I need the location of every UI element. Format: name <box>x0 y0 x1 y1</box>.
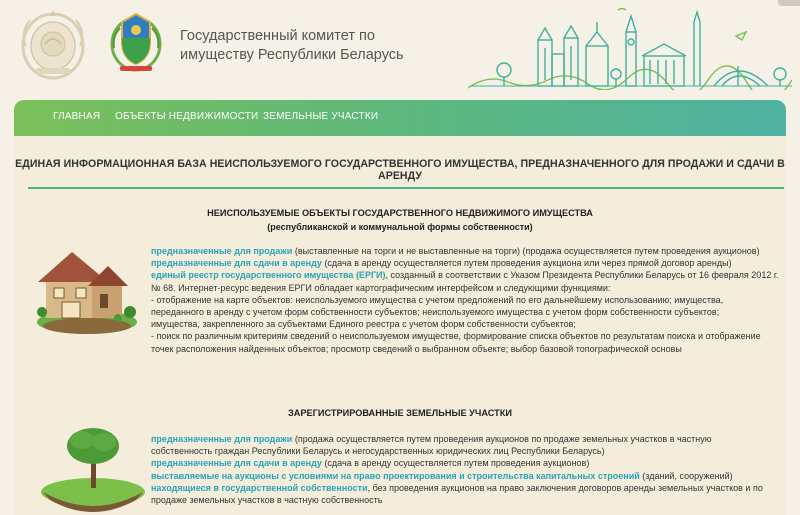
realty-section-subtitle: (республиканской и коммунальной формы собственности) <box>267 222 533 232</box>
ergi-text: , созданный в соответствии с Указом Президента Республики Беларусь от 16 февраля 2012 г. <box>385 270 779 281</box>
tree-illustration <box>38 420 148 514</box>
nav-item-realty[interactable]: ОБЪЕКТЫ НЕДВИЖИМОСТИ <box>115 111 259 122</box>
function-map-line-1: - отображение на карте объектов: неиспользуемого имущества с учетом предложений по его дальнейшему использованию; имущества, <box>151 294 724 305</box>
ergi-registry-link[interactable]: единый реестр государственного имущества (ЕРГИ) <box>151 270 386 281</box>
realty-description <box>151 245 783 355</box>
realty-sale-link[interactable]: предназначенные для продажи <box>151 246 293 256</box>
land-auction-construction-link[interactable]: выставляемые на аукционы с условиями на право проектирования и строительства капитальных строений <box>151 470 640 481</box>
land-sale-link[interactable]: предназначенные для продажи <box>151 434 293 444</box>
land-state-owned-text: , без проведения аукционов на право заключения договоров аренды земельных участков и по <box>367 482 763 493</box>
main-content <box>14 136 786 515</box>
committee-emblem-icon[interactable] <box>108 8 164 74</box>
national-emblem-icon[interactable] <box>14 6 92 82</box>
land-sale-text-2: собственность граждан Республики Беларусь и негосударственных юридических лиц Республики Беларусь) <box>151 446 605 457</box>
main-navigation <box>14 100 786 136</box>
nav-item-land[interactable]: ЗЕМЕЛЬНЫЕ УЧАСТКИ <box>263 111 379 122</box>
org-title: Государственный комитет по имуществу Республики Беларусь <box>180 28 404 63</box>
realty-rent-link[interactable]: предназначенные для сдачи в аренду <box>151 258 322 269</box>
function-search-line-1: - поиск по различным критериям сведений о неиспользуемом имуществе, формирование списка объектов по результатам поиска и отображение <box>151 331 761 342</box>
function-map-line-2: переданного в аренду с учетом форм собственности субъектов; неиспользуемого имущества с учетом форм собственности субъектов; <box>151 307 720 318</box>
nav-item-home[interactable]: ГЛАВНАЯ <box>53 111 101 122</box>
land-rent-link[interactable]: предназначенные для сдачи в аренду <box>151 458 322 469</box>
house-illustration <box>32 240 142 336</box>
land-sale-text: (продажа осуществляется путем проведения аукционов по продаже земельных участков в частную <box>292 434 712 444</box>
function-map-line-3: имущества, закрепленного за субъектами Единого реестра с учетом форм собственности субъектов; <box>151 319 576 330</box>
page-title: ЕДИНАЯ ИНФОРМАЦИОННАЯ БАЗА НЕИСПОЛЬЗУЕМОГО ГОСУДАРСТВЕННОГО ИМУЩЕСТВА, ПРЕДНАЗНАЧЕННОГО ДЛЯ ПРОДАЖИ И СДАЧИ В АРЕНДУ <box>15 158 785 182</box>
realty-rent-text: (сдача в аренду осуществляется путем проведения аукциона или через прямой договор аренды) <box>321 258 732 269</box>
realty-sale-text: (выставленные на торги и не выставленные на торги) (продажа осуществляется путем проведения аукционов) <box>292 246 760 256</box>
land-auction-construction-text: (зданий, сооружений) <box>639 470 733 481</box>
site-header <box>0 0 800 95</box>
land-description <box>151 433 783 506</box>
land-section-title: ЗАРЕГИСТРИРОВАННЫЕ ЗЕМЕЛЬНЫЕ УЧАСТКИ <box>288 408 512 418</box>
heading-divider <box>28 187 784 189</box>
function-search-line-2: точек расположения найденных объектов; просмотр сведений о выбранном объекте; выбор базовой топографической основы <box>151 343 682 354</box>
ergi-functions-intro: № 68. Интернет-ресурс ведения ЕРГИ обладает картографическим интерфейсом и следующими функциями: <box>151 282 611 293</box>
land-state-owned-link[interactable]: находящиеся в государственной собственности <box>151 482 368 493</box>
land-state-owned-text-2: продаже земельных участков в частную собственность <box>151 495 383 506</box>
cityscape-illustration <box>468 4 792 90</box>
corner-tab-button[interactable] <box>778 0 800 6</box>
land-rent-text: (сдача в аренду осуществляется путем проведения аукционов) <box>321 458 590 469</box>
realty-section-title: НЕИСПОЛЬЗУЕМЫЕ ОБЪЕКТЫ ГОСУДАРСТВЕННОГО НЕДВИЖИМОГО ИМУЩЕСТВА <box>207 208 593 218</box>
